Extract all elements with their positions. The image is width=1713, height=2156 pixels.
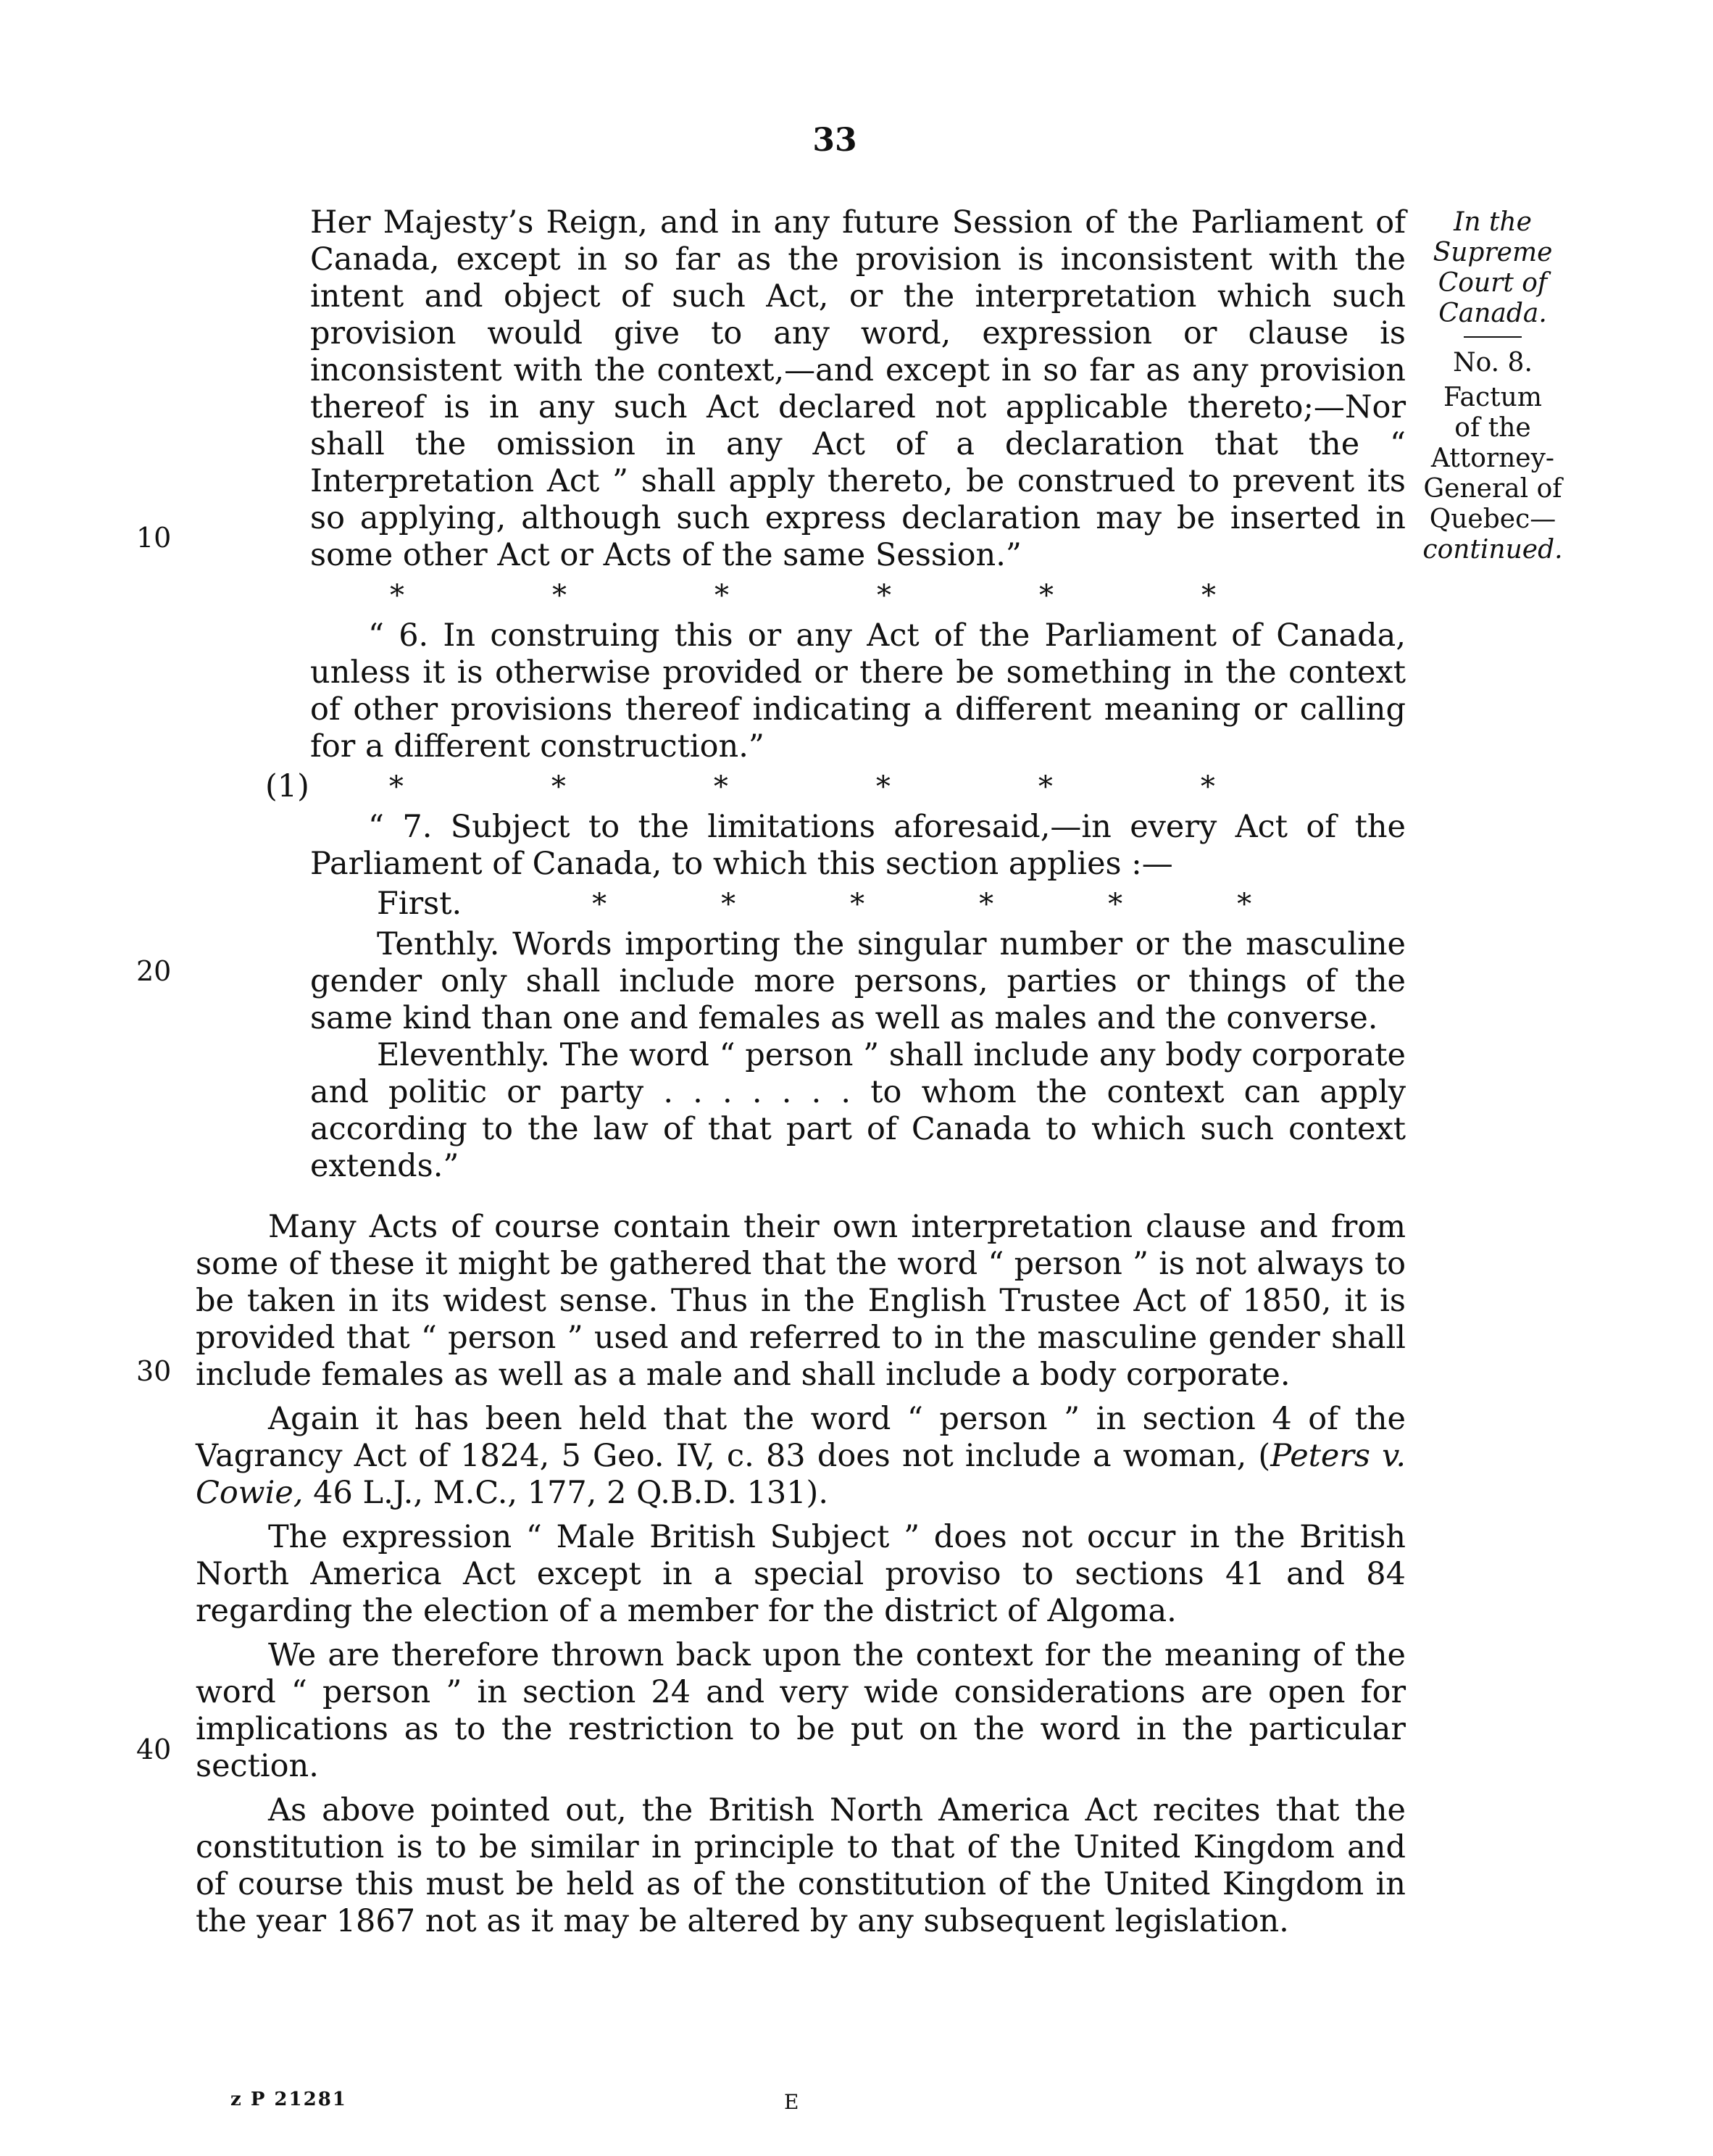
ellipsis-row-first (377, 883, 1406, 926)
body-paragraph-5: As above pointed out, the British North America Act recites that the constitution is to be similar in principle to that of the United Kingdom and of course this must be held as of the constitution of the United Kingdom in the year 1867 not as it may be altered by any subsequent legislation. (196, 1792, 1406, 1939)
signature-mark: E (784, 2090, 799, 2114)
body-paragraph-3: The expression “ Male British Subject ” does not occur in the British North America Act except in a special proviso to sections 41 and 84 regarding the election of a member for the district of Algoma. (196, 1519, 1406, 1629)
quote-paragraph-section-7: “ 7. Subject to the limitations aforesaid,—in every Act of the Parliament of Canada, to which this section applies :— (310, 809, 1406, 882)
quote-paragraph-eleventhly: Eleventhly. The word “ person ” shall include any body corporate and politic or party . . . . . . . to whom the context can apply according to the law of that part of Canada to which such context extends.” (310, 1037, 1406, 1184)
line-number-10: 10 (136, 522, 172, 554)
printer-code: z P 21281 (230, 2089, 347, 2110)
margin-note (1420, 207, 1565, 565)
margin-note-court-1: In the (1454, 207, 1532, 237)
margin-note-desc-3: Attorney- (1430, 444, 1555, 473)
line-number-30: 30 (136, 1355, 172, 1387)
ellipsis-stars: * * * * * * (592, 888, 1252, 921)
line-number-20: 20 (136, 955, 172, 987)
ellipsis-stars: * * * * * * (388, 770, 1215, 804)
quote-paragraph-section-6: “ 6. In construing this or any Act of the Parliament of Canada, unless it is otherwise provided or there be something in the context of other provisions thereof indicating a different meaning or calling for a different construction.” (310, 617, 1406, 765)
margin-note-court-3: Court of (1438, 268, 1548, 298)
margin-note-court-4: Canada. (1438, 299, 1547, 328)
ellipsis-stars: * * * * * * (390, 579, 1216, 612)
margin-note-divider (1464, 336, 1522, 338)
margin-note-desc-4: General of (1423, 474, 1562, 504)
body-paragraph-2-end: 46 L.J., M.C., 177, 2 Q.B.D. 131). (303, 1475, 829, 1511)
margin-note-desc-1: Factum (1443, 383, 1542, 412)
quote-paragraph-tenthly: Tenthly. Words importing the singular number or the masculine gender only shall include more persons, parties or things of the same kind than one and females as well as males and the converse. (310, 926, 1406, 1036)
quoted-statute (265, 204, 1406, 1185)
factum-body (196, 1209, 1406, 1947)
margin-note-doc-number: No. 8. (1453, 348, 1533, 378)
first-label: First. (377, 886, 462, 922)
quote-paragraph-1: Her Majesty’s Reign, and in any future Session of the Parliament of Canada, except in so far as the provision is inconsistent with the intent and object of such Act, or the interpretation which such provision would give to any word, expression or clause is inconsistent with the context,—and except in so far as any provision thereof is in any such Act declared not applicable thereto;—Nor shall the omission in any Act of a declaration that the “ Interpretation Act ” shall apply thereto, be construed to prevent its so applying, although such express declaration may be inserted in some other Act or Acts of the same Session.” (310, 204, 1406, 573)
margin-note-desc-5: Quebec— (1429, 504, 1556, 534)
body-paragraph-4: We are therefore thrown back upon the context for the meaning of the word “ person ” in section 24 and very wide considerations are open for implications as to the restriction to be put on the word in the particular section. (196, 1637, 1406, 1784)
subsection-marker: (1) (265, 768, 309, 804)
page-number: 33 (812, 122, 857, 159)
margin-note-desc-2: of the (1454, 413, 1531, 443)
margin-note-court-2: Supreme (1433, 238, 1553, 267)
ellipsis-row-numbered (265, 765, 1406, 809)
line-number-40: 40 (136, 1733, 172, 1765)
body-paragraph-2 (196, 1401, 1406, 1512)
body-paragraph-2-start: Again it has been held that the word “ person ” in section 4 of the Vagrancy Act of 1824, 5 Geo. IV, c. 83 does not include a woman, ( (196, 1401, 1406, 1474)
body-paragraph-1: Many Acts of course contain their own interpretation clause and from some of these it might be gathered that the word “ person ” is not always to be taken in its widest sense. Thus in the English Trustee Act of 1850, it is provided that “ person ” used and referred to in the masculine gender shall include females as well as a male and shall include a body corporate. (196, 1209, 1406, 1393)
margin-note-continued: continued. (1422, 535, 1563, 565)
case-citation: Peters v. Cowie, (196, 1438, 1406, 1511)
